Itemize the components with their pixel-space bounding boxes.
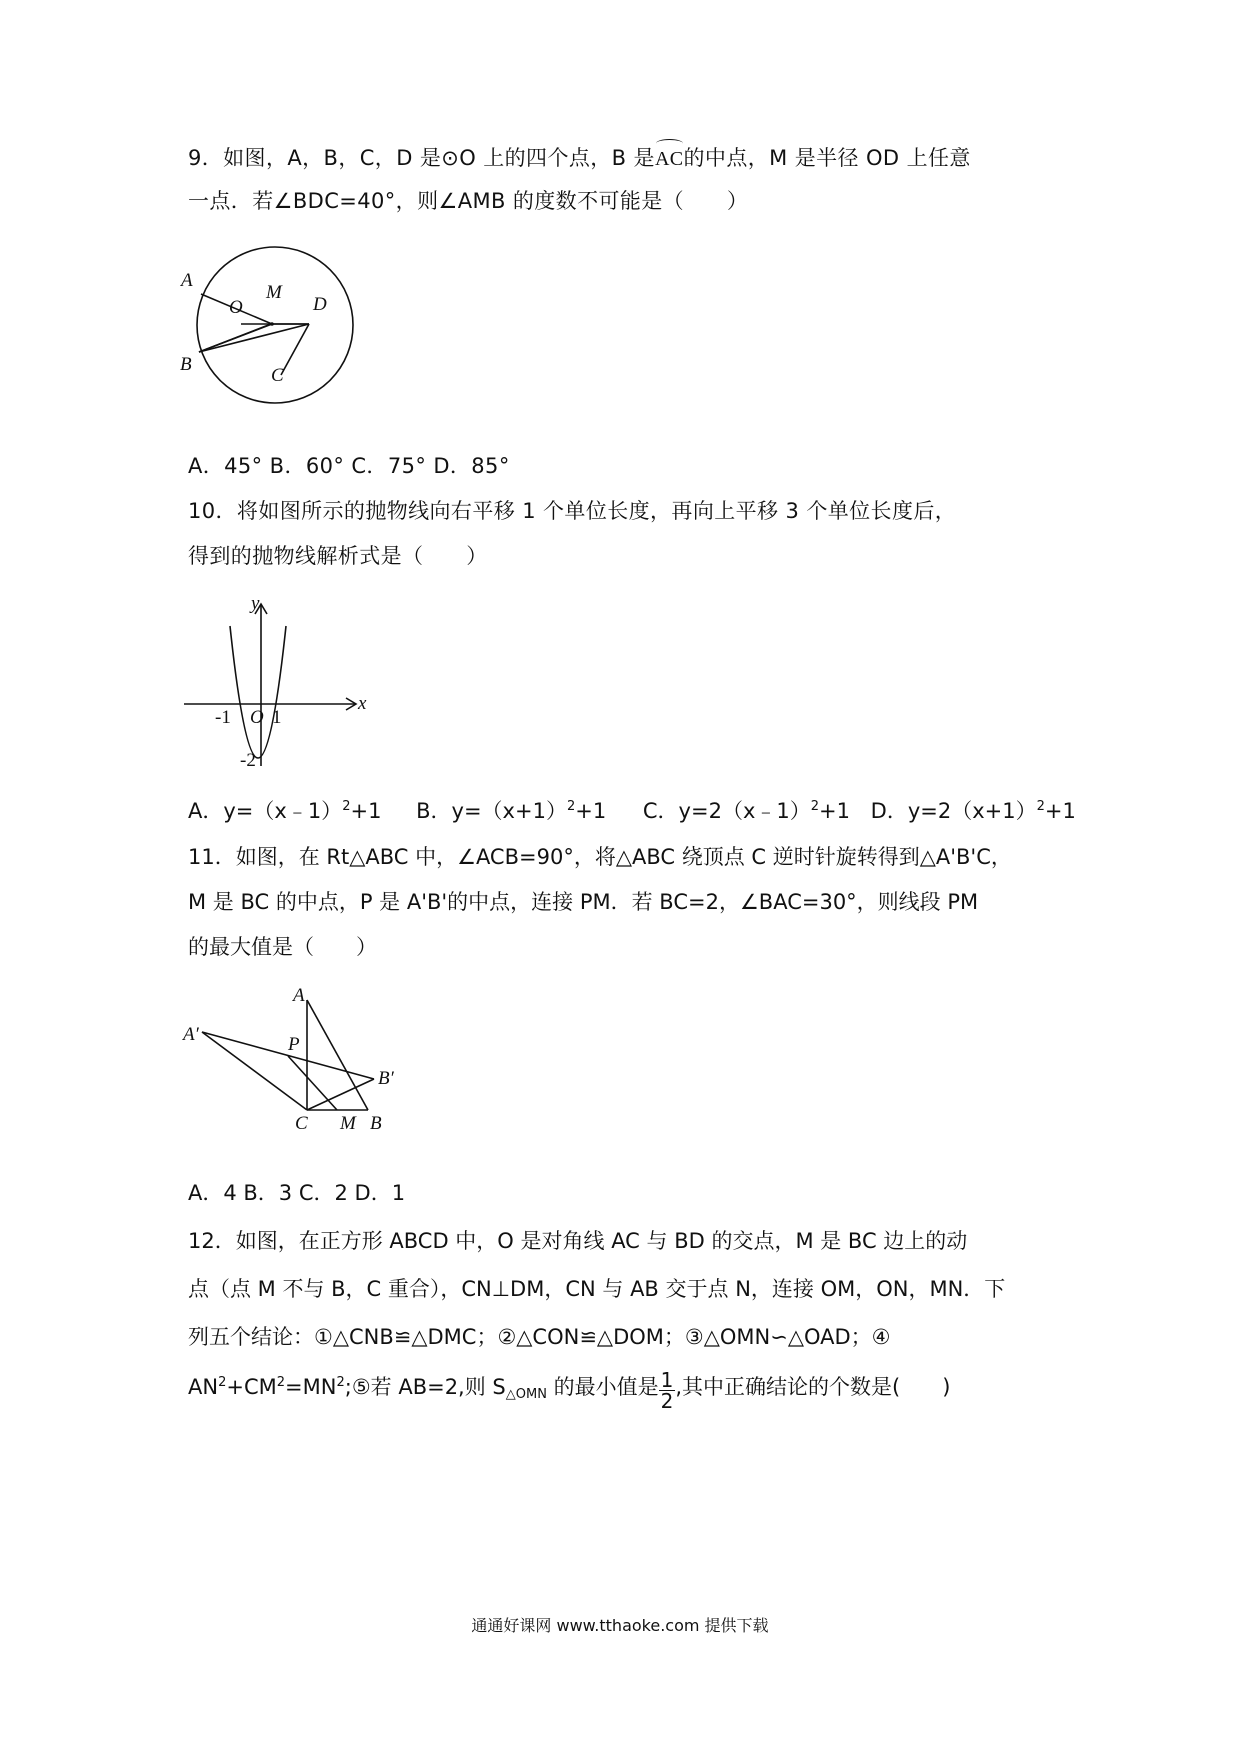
q9-line-2: 一点．若∠BDC=40°，则∠AMB 的度数不可能是（ ）	[188, 189, 749, 213]
arc-ac: AC	[655, 145, 684, 173]
q10-option-d: D．$y=2(x+1)^2+1$	[870, 799, 1076, 823]
label-c: C	[271, 365, 284, 386]
q11-line-3: 的最大值是（ ）	[188, 935, 377, 959]
q9-line-1: 9．如图，A，B，C，D 是⊙O 上的四个点，B 是AC的中点，M 是半径 OD 上任意	[188, 144, 971, 173]
q10-option-c: C．y=2（x﹣1）$^2$+1	[642, 799, 850, 823]
label-x: x	[358, 693, 367, 714]
q11-line-2: M 是 BC 的中点，P 是 A'B'的中点，连接 PM．若 BC=2，∠BAC=30°，则线段 PM	[188, 890, 979, 914]
q12-line-2: 点（点 M 不与 B，C 重合），CN⊥DM，CN 与 AB 交于点 N，连接 OM，ON，MN．下	[188, 1277, 1006, 1301]
q12-line-1: 12．如图，在正方形 ABCD 中，O 是对角线 AC 与 BD 的交点，M 是 BC 边上的动	[188, 1229, 968, 1253]
q9-figure	[176, 246, 376, 430]
label-b: B	[180, 354, 192, 375]
q10-line-2: 得到的抛物线解析式是（ ）	[188, 544, 488, 568]
label-d: D	[313, 294, 327, 315]
q9-options: A．45° B．60° C．75° D．85°	[188, 454, 510, 478]
label-neg2: -2	[240, 750, 256, 770]
q11-figure	[182, 982, 412, 1162]
q10-option-a: A．y=（x﹣1）$^2$+1	[188, 799, 382, 823]
label-1: 1	[272, 707, 282, 728]
label-o: O	[229, 297, 243, 318]
q12-line-3: 列五个结论：①△CNB≌△DMC；②△CON≌△DOM；③△OMN∽△OAD；④	[188, 1325, 891, 1349]
q10-line-1: 10．将如图所示的抛物线向右平移 1 个单位长度，再向上平移 3 个单位长度后，	[188, 499, 957, 523]
label-a-prime: A′	[183, 1024, 199, 1045]
label-c: C	[295, 1113, 308, 1134]
label-m: M	[340, 1113, 356, 1134]
label-y: y	[251, 593, 260, 614]
label-b: B	[370, 1113, 382, 1134]
q11-options: A．4 B．3 C．2 D．1	[188, 1181, 406, 1205]
label-p: P	[288, 1034, 300, 1055]
label-a: A	[181, 270, 193, 291]
fraction-one-half: $\frac{1}{2}$	[660, 1368, 674, 1413]
label-origin: O	[250, 707, 264, 728]
q10-options	[188, 797, 1076, 825]
q10-figure	[180, 590, 380, 770]
q10-option-b: B．$y=(x+1)^2+1$	[416, 799, 607, 823]
label-m: M	[266, 282, 282, 303]
label-neg1: -1	[215, 707, 231, 728]
label-b-prime: B′	[378, 1068, 394, 1089]
q11-line-1: 11．如图，在 Rt△ABC 中，∠ACB=90°，将△ABC 绕顶点 C 逆时针旋转得到△A'B'C，	[188, 845, 1012, 869]
label-a: A	[293, 985, 305, 1006]
q12-line-4: $AN^2+CM^2=MN^2;⑤$若 AB=2,则 $S_{\triangle OMN}$ 的最小值是 $\frac{1}{2}$ ,其中正确结论的个数是( )	[188, 1368, 951, 1413]
page-footer: 通通好课网 www.tthaoke.com 提供下载	[471, 1616, 769, 1635]
